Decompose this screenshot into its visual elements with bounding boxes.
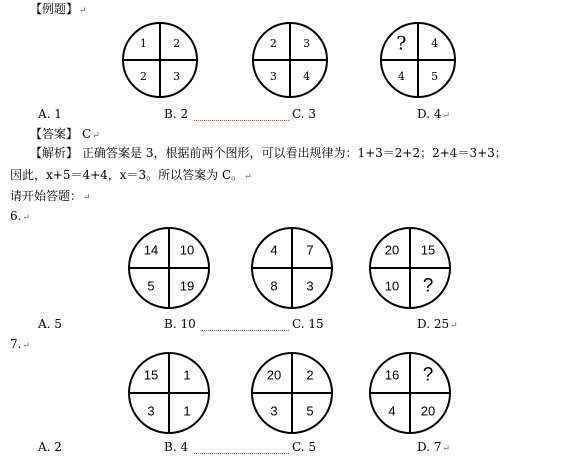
quadrant-bl-value: 4 <box>388 403 396 419</box>
quadrant-tr-value: 7 <box>306 242 314 258</box>
q7-circle-1 <box>126 350 212 436</box>
quadrant-tl-value: 20 <box>266 367 282 383</box>
quadrant-tr-value: 10 <box>179 242 195 258</box>
q6-option-c: C. 15 <box>292 317 324 331</box>
quadrant-br-value: 4 <box>303 70 311 84</box>
example-option-d: D. 4↵ <box>417 107 451 121</box>
quadrant-br-value: 1 <box>183 403 191 419</box>
quadrant-tl-value: 4 <box>270 242 278 258</box>
quadrant-br-value: 19 <box>179 278 195 294</box>
quadrant-bl-value: 3 <box>269 70 277 84</box>
q6-option-d: D. 25↵ <box>417 317 458 331</box>
example-option-c: C. 3 <box>292 107 317 121</box>
quadrant-br-value: 20 <box>420 403 436 419</box>
q6-circle-2 <box>249 225 335 311</box>
q6-option-a: A. 5 <box>38 317 62 331</box>
quadrant-tl-value: 2 <box>269 36 277 50</box>
q6-option-b: B. 10 <box>164 317 196 331</box>
q7-circle-3 <box>367 350 453 436</box>
analysis-line-1: 【解析】 正确答案是 3，根据前两个图形，可以看出规律为：1+3＝2+2；2+4＝3+3； <box>30 146 507 160</box>
q7-option-a: A. 2 <box>38 440 62 454</box>
quadrant-tr-value: 4 <box>431 36 439 50</box>
quadrant-br-value: ? <box>422 275 434 297</box>
quadrant-tr-value: 1 <box>183 367 191 383</box>
example-option-b: B. 2 <box>164 107 189 121</box>
quadrant-tl-value: 15 <box>143 367 159 383</box>
q6-circle-3 <box>367 225 453 311</box>
dotted-underline <box>194 453 289 454</box>
quadrant-br-value: 3 <box>173 70 181 84</box>
quadrant-tr-value: 2 <box>173 36 181 50</box>
quadrant-br-value: 3 <box>306 278 314 294</box>
quadrant-br-value: 5 <box>306 403 314 419</box>
quadrant-tl-value: 1 <box>139 36 147 50</box>
instruction: 请开始答题：↵ <box>10 189 91 203</box>
q7-option-d: D. 7↵ <box>417 440 451 454</box>
quadrant-bl-value: 2 <box>139 70 147 84</box>
quadrant-bl-value: 10 <box>384 278 400 294</box>
dotted-underline <box>194 120 289 121</box>
quadrant-tl-value: 20 <box>384 242 400 258</box>
quadrant-tl-value: ? <box>396 32 407 55</box>
answer-line: 【答案】 C↵ <box>30 127 100 141</box>
q7-circle-2 <box>249 350 335 436</box>
quadrant-bl-value: 3 <box>147 403 155 419</box>
quadrant-bl-value: 3 <box>270 403 278 419</box>
example-header: 【例题】↵ <box>30 2 87 16</box>
quadrant-tr-value: ? <box>422 364 434 386</box>
quadrant-bl-value: 4 <box>397 70 405 84</box>
quadrant-bl-value: 5 <box>147 278 155 294</box>
quadrant-tr-value: 15 <box>420 242 436 258</box>
question-6-number: 6.↵ <box>10 209 30 223</box>
example-circle-2 <box>250 20 330 100</box>
example-option-a: A. 1 <box>38 107 62 121</box>
dotted-underline <box>201 330 289 331</box>
analysis-line-2: 因此，x+5＝4+4，x＝3。所以答案为 C。↵ <box>10 168 252 182</box>
quadrant-br-value: 5 <box>431 70 439 84</box>
quadrant-tl-value: 14 <box>143 242 159 258</box>
question-7-number: 7.↵ <box>10 337 30 351</box>
q7-option-c: C. 5 <box>292 440 317 454</box>
q7-option-b: B. 4 <box>164 440 189 454</box>
quadrant-tl-value: 16 <box>384 367 400 383</box>
example-circle-3 <box>378 20 458 100</box>
example-circle-1 <box>120 20 200 100</box>
q6-circle-1 <box>126 225 212 311</box>
quadrant-tr-value: 2 <box>306 367 314 383</box>
quadrant-tr-value: 3 <box>303 36 311 50</box>
quadrant-bl-value: 8 <box>270 278 278 294</box>
